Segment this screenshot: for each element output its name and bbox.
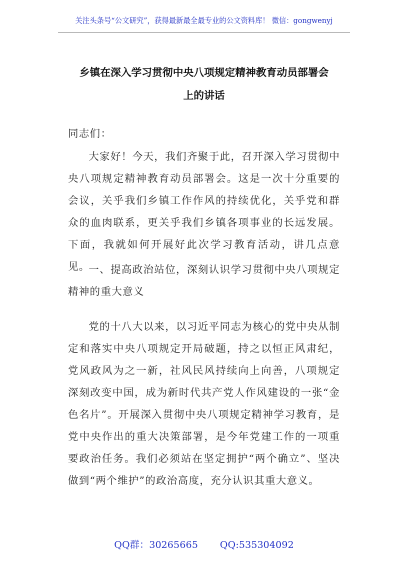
- paragraph-section-1: 党的十八大以来，以习近平同志为核心的党中央从制定和落实中央八项规定开局破题，持之以恒正风肃纪，党风政风为之一新，社风民风持续向上向善，八项规定深刻改变中国，成为新时代共产党人作风建设的一张“金色名片”。开展深入贯彻中央八项规定精神学习教育，是党中央作出的重大决策部署，是今年党建工作的一项重要政治任务。我们必须站在坚定拥护“两个确立”、坚决做到“两个维护”的政治高度，充分认识其重大意义。: [68, 321, 340, 487]
- paragraph-opening: 大家好！今天，我们齐聚于此，召开深入学习贯彻中央八项规定精神教育动员部署会。这是一次十分重要的会议，关乎我们乡镇工作作风的持续优化，关乎党和群众的血肉联系，更关乎我们乡镇各项事业的长远发展。下面，我就如何开展好此次学习教育活动，讲几点意见。: [68, 151, 340, 273]
- section-heading-1: 一、提高政治站位，深刻认识学习贯彻中央八项规定精神的重大意义: [68, 264, 340, 298]
- header-banner: 关注头条号“公文研究”，获得最新最全最专业的公文资料库！ 微信：gongwenyj: [75, 16, 333, 25]
- document-title: 乡镇在深入学习贯彻中央八项规定精神教育动员部署会上的讲话: [79, 67, 329, 102]
- footer-contacts: [0, 537, 408, 551]
- salutation: 同志们：: [68, 128, 112, 140]
- header-divider: [58, 32, 350, 33]
- footer-qq-group: QQ群：30265665: [114, 540, 198, 551]
- footer-qq: QQ:535304092: [219, 540, 294, 551]
